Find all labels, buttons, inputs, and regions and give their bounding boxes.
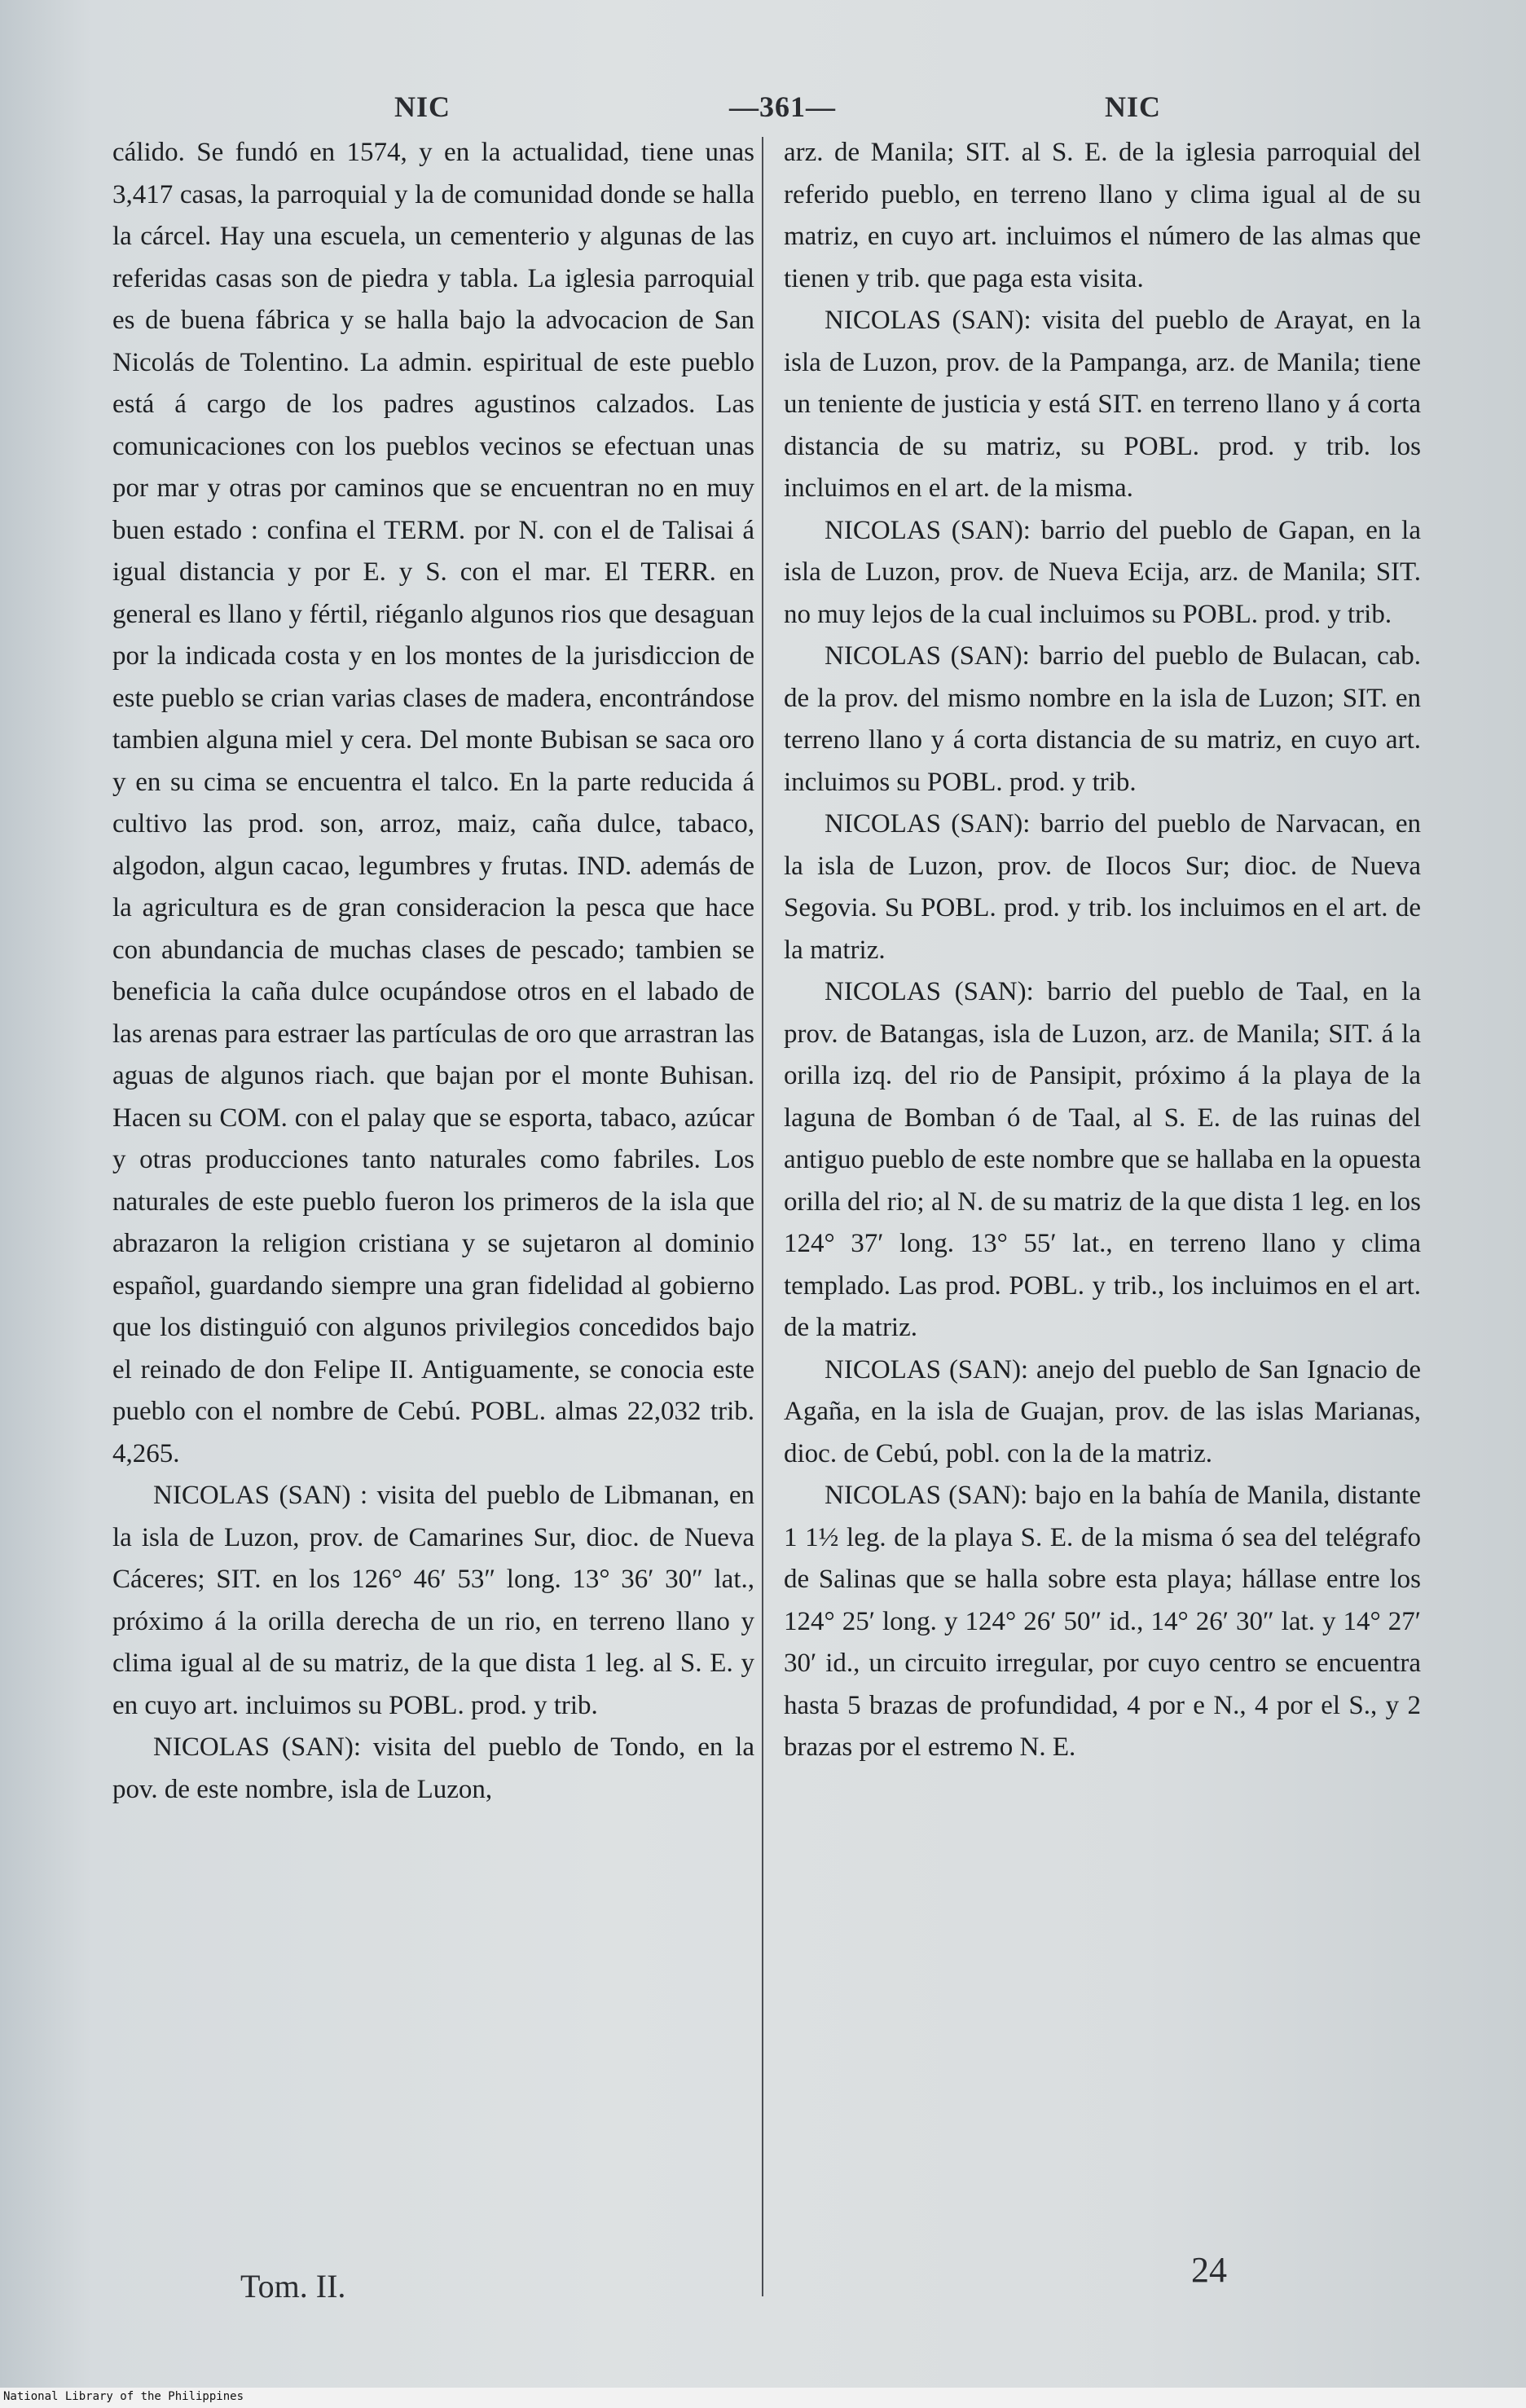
paragraph: NICOLAS (SAN): barrio del pueblo de Taal, en la prov. de Batangas, isla de Luzon, arz. de Manila; SIT. á la orilla izq. del rio de Pansipit, próximo á la playa de la laguna de Bomban ó de Taal, al S. E. de las ruinas del antiguo pueblo de este nombre que se hallaba en la opuesta orilla del rio; al N. de su matriz de la que dista 1 leg. en los 124° 37′ long. 13° 55′ lat., en terreno llano y clima templado. Las prod. POBL. y trib., los incluimos en el art. de la matriz. [784, 977, 1421, 1342]
column-divider [762, 137, 763, 2296]
paragraph: NICOLAS (SAN): visita del pueblo de Tondo, en la pov. de este nombre, isla de Luzon, [112, 1732, 754, 1804]
paragraph: NICOLAS (SAN): barrio del pueblo de Bulacan, cab. de la prov. del mismo nombre en la isla de Luzon; SIT. en terreno llano y á corta distancia de su matriz, en cuyo art. incluimos su POBL. prod. y trib. [784, 641, 1421, 797]
paragraph: NICOLAS (SAN): barrio del pueblo de Narvacan, en la isla de Luzon, prov. de Ilocos Sur; dioc. de Nueva Segovia. Su POBL. prod. y trib. los incluimos en el art. de la matriz. [784, 809, 1421, 965]
paragraph: cálido. Se fundó en 1574, y en la actualidad, tiene unas 3,417 casas, la parroquial y la de comunidad donde se halla la cárcel. Hay una escuela, un cementerio y algunas de las referidas casas son de piedra y tabla. La iglesia parroquial es de buena fábrica y se halla bajo la advocacion de San Nicolás de Tolentino. La admin. espiritual de este pueblo está á cargo de los padres agustinos calzados. Las comunicaciones con los pueblos vecinos se efectuan unas por mar y otras por caminos que se encuentran no en muy buen estado : confina el TERM. por N. con el de Talisai á igual distancia y por E. y S. con el mar. El TERR. en general es llano y fértil, riéganlo algunos rios que desaguan por la indicada costa y en los montes de la jurisdiccion de este pueblo se crian varias clases de madera, encontrándose tambien alguna miel y cera. Del monte Bubisan se saca oro y en su cima se encuentra el talco. En la parte reducida á cultivo las prod. son, arroz, maiz, caña dulce, tabaco, algodon, algun cacao, legumbres y frutas. IND. además de la agricultura es de gran consideracion la pesca que hace con abundancia de muchas clases de pescado; tambien se beneficia la caña dulce ocupándose otros en el labado de las arenas para estraer las partículas de oro que arrastran las aguas de algunos riach. que bajan por el monte Buhisan. Hacen su COM. con el palay que se esporta, tabaco, azúcar y otras producciones tanto naturales como fabriles. Los naturales de este pueblo fueron los primeros de la isla que abrazaron la religion cristiana y se sujetaron al dominio español, guardando siempre una gran fidelidad al gobierno que los distinguió con algunos privilegios concedidos bajo el reinado de don Felipe II. Antiguamente, se conocia este pueblo con el nombre de Cebú. POBL. almas 22,032 trib. 4,265. [112, 138, 754, 1468]
volume-footer: Tom. II. [240, 2268, 346, 2305]
paragraph: NICOLAS (SAN): bajo en la bahía de Manila, distante 1 1½ leg. de la playa S. E. de la misma ó sea del telégrafo de Salinas que se halla sobre esta playa; hállase entre los 124° 25′ long. y 124° 26′ 50″ id., 14° 26′ 30″ lat. y 14° 27′ 30′ id., un circuito irregular, por cuyo centro se encuentra hasta 5 brazas de profundidad, 4 por e N., 4 por el S., y 2 brazas por el estremo N. E. [784, 1481, 1421, 1762]
paragraph: NICOLAS (SAN): visita del pueblo de Arayat, en la isla de Luzon, prov. de la Pampanga, arz. de Manila; tiene un teniente de justicia y está SIT. en terreno llano y á corta distancia de su matriz, su POBL. prod. y trib. los incluimos en el art. de la misma. [784, 306, 1421, 503]
signature-mark: 24 [1191, 2250, 1227, 2290]
library-credit: National Library of the Philippines [3, 2390, 244, 2403]
right-column [784, 132, 1421, 1769]
running-head-right: NIC [1105, 90, 1162, 123]
paragraph: arz. de Manila; SIT. al S. E. de la iglesia parroquial del referido pueblo, en terreno llano y clima igual al de su matriz, en cuyo art. incluimos el número de las almas que tienen y trib. que paga esta visita. [784, 138, 1421, 293]
page-number: —361— [729, 90, 836, 123]
running-head-left: NIC [394, 90, 451, 123]
paragraph: NICOLAS (SAN): barrio del pueblo de Gapan, en la isla de Luzon, prov. de Nueva Ecija, arz. de Manila; SIT. no muy lejos de la cual incluimos su POBL. prod. y trib. [784, 515, 1421, 629]
paragraph: NICOLAS (SAN) : visita del pueblo de Libmanan, en la isla de Luzon, prov. de Camarines Sur, dioc. de Nueva Cáceres; SIT. en los 126° 46′ 53″ long. 13° 36′ 30″ lat., próximo á la orilla derecha de un rio, en terreno llano y clima igual al de su matriz, de la que dista 1 leg. al S. E. y en cuyo art. incluimos su POBL. prod. y trib. [112, 1481, 754, 1720]
paragraph: NICOLAS (SAN): anejo del pueblo de San Ignacio de Agaña, en la isla de Guajan, prov. de las islas Marianas, dioc. de Cebú, pobl. con la de la matriz. [784, 1354, 1421, 1468]
left-column [112, 132, 754, 1811]
